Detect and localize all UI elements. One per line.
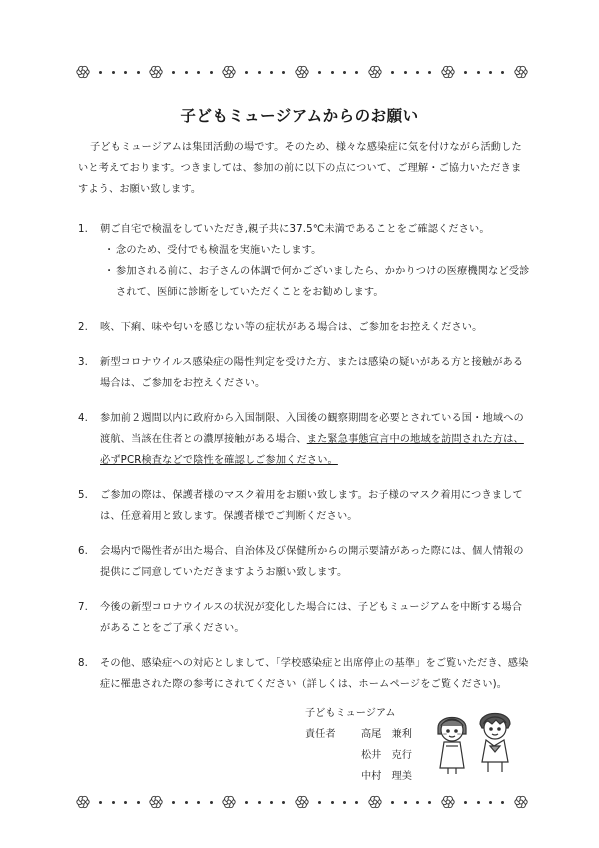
dot-icon	[391, 71, 394, 74]
signature-block	[305, 703, 412, 787]
item-text-underlined: また緊急事態宣言中の地域を訪問された方は、必ずPCR検査などで陰性を確認しご参加ください。	[100, 434, 524, 466]
dot-icon	[282, 71, 285, 74]
flower-icon	[368, 65, 382, 79]
item-text: 会場内で陽性者が出た場合、自治体及び保健所からの開示要請があった際には、個人情報の提供にご同意していただきますようお願い致します。	[100, 546, 524, 578]
dot-icon	[343, 71, 346, 74]
flower-icon	[222, 65, 236, 79]
bottom-flower-border	[76, 795, 528, 809]
flower-icon	[368, 795, 382, 809]
dot-icon	[137, 801, 140, 804]
list-item-4	[78, 408, 530, 471]
dot-icon	[404, 71, 407, 74]
list-item-3	[78, 352, 530, 394]
signature-name: 松井 克行	[361, 750, 412, 761]
dot-icon	[197, 801, 200, 804]
item-text: 朝ご自宅で検温をしていただき,親子共に37.5℃未満であることをご確認ください。	[100, 224, 490, 235]
item-number: 7.	[78, 602, 89, 613]
flower-icon	[295, 65, 309, 79]
dot-icon	[391, 801, 394, 804]
item-number: 1.	[78, 224, 89, 235]
list-item-5	[78, 485, 530, 527]
signature-org: 子どもミュージアム	[305, 708, 396, 719]
top-flower-border	[76, 65, 528, 79]
flower-icon	[295, 795, 309, 809]
item-number: 6.	[78, 546, 89, 557]
item-number: 3.	[78, 357, 89, 368]
dot-icon	[477, 71, 480, 74]
intro-paragraph: 子どもミュージアムは集団活動の場です。そのため、様々な感染症に気を付けながら活動したいと考えております。つきましては、参加の前に以下の点について、ご理解・ご協力いただきますよう、お願い致します。	[78, 142, 522, 195]
dot-icon	[185, 801, 188, 804]
item-text: 新型コロナウイルス感染症の陽性判定を受けた方、または感染の疑いがある方と接触がある場合は、ご参加をお控えください。	[100, 357, 524, 389]
dot-icon	[270, 801, 273, 804]
flower-icon	[441, 795, 455, 809]
dot-icon	[404, 801, 407, 804]
dot-icon	[343, 801, 346, 804]
dot-icon	[258, 71, 261, 74]
dot-icon	[331, 71, 334, 74]
item-text: その他、感染症への対応としまして、「学校感染症と出席停止の基準」をご覧いただき、感染症に罹患された際の参考にされてください（詳しくは、ホームページをご覧ください)。	[100, 658, 529, 690]
list-item-7	[78, 597, 530, 639]
dot-icon	[172, 801, 175, 804]
dot-icon	[428, 801, 431, 804]
dot-icon	[258, 801, 261, 804]
page-title: 子どもミュージアムからのお願い	[180, 107, 419, 125]
dot-icon	[477, 801, 480, 804]
dot-icon	[137, 71, 140, 74]
main-content	[78, 137, 530, 709]
dot-icon	[210, 71, 213, 74]
sub-item	[104, 240, 530, 261]
item-number: 4.	[78, 413, 89, 424]
dot-icon	[416, 801, 419, 804]
dot-icon	[172, 71, 175, 74]
dot-icon	[318, 801, 321, 804]
dot-icon	[124, 71, 127, 74]
dot-icon	[355, 71, 358, 74]
dot-icon	[185, 71, 188, 74]
list-item-1	[78, 219, 530, 303]
flower-icon	[76, 65, 90, 79]
list-item-8	[78, 653, 530, 695]
sub-item-text: 念のため、受付でも検温を実施いたします。	[116, 245, 322, 256]
flower-icon	[149, 795, 163, 809]
dot-icon	[464, 801, 467, 804]
children-illustration-icon	[428, 706, 528, 776]
signature-name: 中村 理美	[361, 771, 412, 782]
item-text: 今後の新型コロナウイルスの状況が変化した場合には、子どもミュージアムを中断する場合があることをご了承ください。	[100, 602, 523, 634]
flower-icon	[222, 795, 236, 809]
signature-name: 高尾 兼利	[361, 729, 412, 740]
item-number: 8.	[78, 658, 89, 669]
dot-icon	[416, 71, 419, 74]
item-number: 2.	[78, 322, 89, 333]
dot-icon	[197, 71, 200, 74]
flower-icon	[514, 795, 528, 809]
item-text	[100, 408, 530, 471]
dot-icon	[124, 801, 127, 804]
flower-icon	[149, 65, 163, 79]
item-number: 5.	[78, 490, 89, 501]
dot-icon	[245, 801, 248, 804]
dot-icon	[355, 801, 358, 804]
dot-icon	[99, 801, 102, 804]
sub-item	[104, 261, 530, 303]
dot-icon	[245, 71, 248, 74]
item-text-plain: 参加前２週間以内に政府から入国制限、入国後の観察期間を必要とされている国・地域への渡航、当該在住者との濃厚接触がある場合、	[100, 413, 524, 445]
item-text: 咳、下痢、味や匂いを感じない等の症状がある場合は、ご参加をお控えください。	[100, 322, 483, 333]
dot-icon	[318, 71, 321, 74]
dot-icon	[99, 71, 102, 74]
dot-icon	[489, 71, 492, 74]
bullet-icon: ・	[104, 266, 115, 277]
dot-icon	[270, 71, 273, 74]
list-item-6	[78, 541, 530, 583]
dot-icon	[464, 71, 467, 74]
dot-icon	[210, 801, 213, 804]
flower-icon	[76, 795, 90, 809]
dot-icon	[489, 801, 492, 804]
dot-icon	[112, 801, 115, 804]
flower-icon	[514, 65, 528, 79]
signature-role: 責任者	[305, 729, 336, 740]
dot-icon	[112, 71, 115, 74]
dot-icon	[282, 801, 285, 804]
dot-icon	[501, 71, 504, 74]
sub-item-text: 参加される前に、お子さんの体調で何かございましたら、かかりつけの医療機関など受診されて、医師に診断をしていただくことをお勧めします。	[116, 266, 530, 298]
flower-icon	[441, 65, 455, 79]
boy-figure	[480, 714, 510, 773]
bullet-icon: ・	[104, 245, 115, 256]
girl-figure	[438, 718, 466, 775]
dot-icon	[331, 801, 334, 804]
item-text: ご参加の際は、保護者様のマスク着用をお願い致します。お子様のマスク着用につきましては、任意着用と致します。保護者様でご判断ください。	[100, 490, 523, 522]
list-item-2	[78, 317, 530, 338]
dot-icon	[501, 801, 504, 804]
dot-icon	[428, 71, 431, 74]
